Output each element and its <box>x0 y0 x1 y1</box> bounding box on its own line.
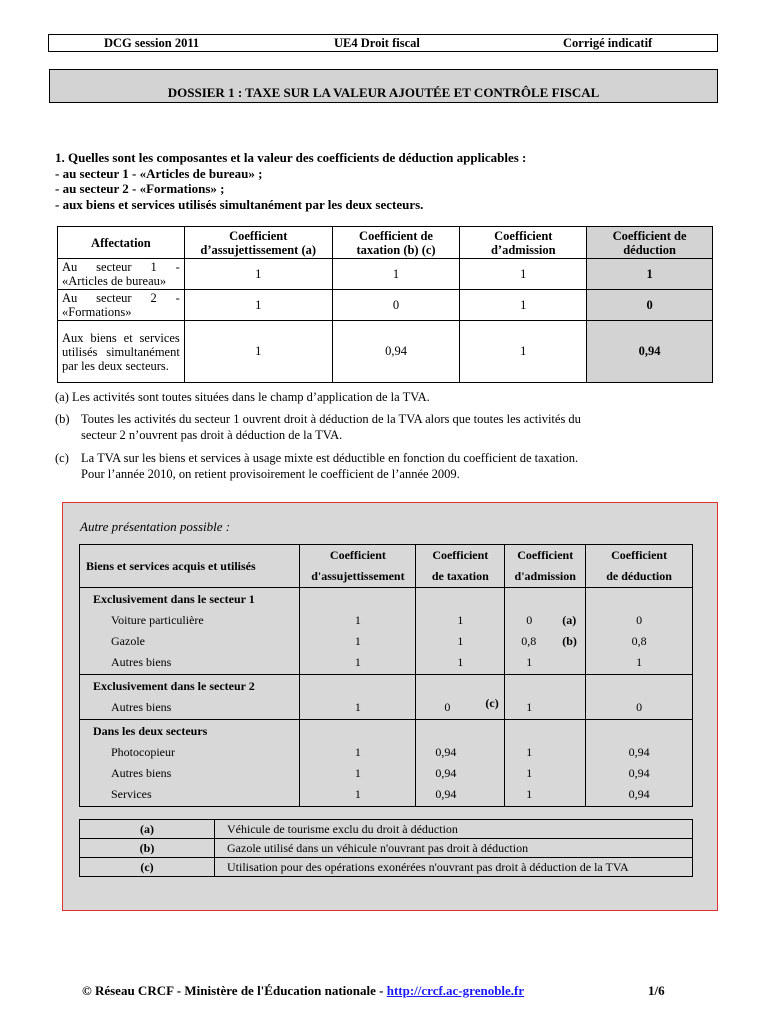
cell-deduction: 1 <box>636 655 643 669</box>
page-number: 1/6 <box>648 983 665 998</box>
alt-header: Coefficient de déduction <box>586 545 693 588</box>
row-label: Au secteur 1 - «Articles de bureau» <box>58 259 185 290</box>
cell-assujettissement: 1 <box>184 321 332 383</box>
legend-row <box>80 820 693 839</box>
alternative-table <box>79 544 693 807</box>
cell-admission: 1 <box>460 321 587 383</box>
question-block <box>55 150 526 212</box>
legend-table <box>79 819 693 877</box>
table-header: Coefficient d’assujettissement (a) <box>184 227 332 259</box>
alt-header: Coefficient d'assujettissement <box>300 545 416 588</box>
note-tag: (a) <box>55 390 69 404</box>
table-header: Coefficient d’admission <box>460 227 587 259</box>
legend-text: Véhicule de tourisme exclu du droit à déduction <box>215 820 693 839</box>
legend-text: Utilisation pour des opérations exonérées n'ouvrant pas droit à déduction de la TVA <box>215 858 693 877</box>
cell-assujettissement: 1 <box>184 259 332 290</box>
legend-row <box>80 839 693 858</box>
cell-taxation: 0 <box>444 700 451 714</box>
item-name: Services <box>111 787 152 801</box>
cell-admission: 1 <box>526 787 533 801</box>
table-header: Affectation <box>58 227 185 259</box>
note-marker: (c) <box>485 696 499 710</box>
note-text: Toutes les activités du secteur 1 ouvrent droit à déduction de la TVA alors que toutes les activités du <box>81 412 581 426</box>
alt-section <box>80 720 693 807</box>
cell-assujettissement: 1 <box>184 290 332 321</box>
alt-header: Biens et services acquis et utilisés <box>80 545 300 588</box>
footer-text: © Réseau CRCF - Ministère de l'Éducation nationale - <box>82 983 387 998</box>
cell-taxation: 0,94 <box>435 745 457 759</box>
item-name: Photocopieur <box>111 745 175 759</box>
item-name: Gazole <box>111 634 145 648</box>
section-title: Dans les deux secteurs <box>93 724 208 738</box>
cell-deduction: 0,94 <box>587 321 713 383</box>
note-b <box>55 412 708 443</box>
legend-key: (b) <box>80 839 215 858</box>
note-text: secteur 2 n’ouvrent pas droit à déduction de la TVA. <box>81 427 343 442</box>
cell-taxation: 1 <box>332 259 460 290</box>
cell-admission: 1 <box>460 259 587 290</box>
cell-taxation: 0,94 <box>435 766 457 780</box>
cell-deduction: 0 <box>636 700 643 714</box>
cell-deduction: 0 <box>587 290 713 321</box>
cell-taxation: 1 <box>457 655 464 669</box>
cell-taxation: 1 <box>457 634 464 648</box>
cell-assujettissement: 1 <box>354 766 361 780</box>
header-session: DCG session 2011 <box>104 36 200 50</box>
cell-taxation: 0,94 <box>435 787 457 801</box>
row-label: Au secteur 2 - «Formations» <box>58 290 185 321</box>
alt-header: Coefficient d'admission <box>505 545 586 588</box>
cell-taxation: 0 <box>332 290 460 321</box>
coefficients-table <box>57 226 713 383</box>
table-row <box>58 321 713 383</box>
legend-text: Gazole utilisé dans un véhicule n'ouvrant pas droit à déduction <box>215 839 693 858</box>
note-text: La TVA sur les biens et services à usage mixte est déductible en fonction du coefficient de taxation. <box>81 451 579 465</box>
note-tag: (c) <box>55 451 69 465</box>
dossier-title-text: DOSSIER 1 : TAXE SUR LA VALEUR AJOUTÉE ET CONTRÔLE FISCAL <box>167 85 600 100</box>
cell-assujettissement: 1 <box>354 745 361 759</box>
section-title: Exclusivement dans le secteur 2 <box>93 679 255 693</box>
cell-deduction: 0,94 <box>628 745 650 759</box>
legend-key: (a) <box>80 820 215 839</box>
cell-assujettissement: 1 <box>354 613 361 627</box>
cell-deduction: 0 <box>636 613 643 627</box>
cell-assujettissement: 1 <box>354 634 361 648</box>
cell-admission: 1 <box>526 766 533 780</box>
question-line: - au secteur 2 - «Formations» ; <box>55 181 225 196</box>
note-text: Les activités sont toutes situées dans le champ d’application de la TVA. <box>72 390 430 404</box>
question-line: - aux biens et services utilisés simultanément par les deux secteurs. <box>55 196 424 212</box>
dossier-title <box>49 69 718 103</box>
cell-admission: 1 <box>526 655 533 669</box>
note-marker: (b) <box>562 634 577 648</box>
section-title: Exclusivement dans le secteur 1 <box>93 592 255 606</box>
question-line: - au secteur 1 - «Articles de bureau» ; <box>55 165 263 181</box>
cell-admission: 1 <box>460 290 587 321</box>
note-tag: (b) <box>55 412 70 426</box>
cell-deduction: 0,94 <box>628 766 650 780</box>
item-name: Autres biens <box>111 766 172 780</box>
cell-deduction: 1 <box>587 259 713 290</box>
cell-assujettissement: 1 <box>354 700 361 714</box>
header-status: Corrigé indicatif <box>563 36 653 50</box>
item-name: Autres biens <box>111 655 172 669</box>
cell-deduction: 0,94 <box>628 787 650 801</box>
table-header: Coefficient de taxation (b) (c) <box>332 227 460 259</box>
alternative-caption: Autre présentation possible : <box>80 519 231 534</box>
item-name: Autres biens <box>111 700 172 714</box>
legend-key: (c) <box>80 858 215 877</box>
table-row <box>58 259 713 290</box>
alt-section <box>80 588 693 675</box>
question-line: 1. Quelles sont les composantes et la valeur des coefficients de déduction applicables : <box>55 150 527 165</box>
cell-admission: 1 <box>526 745 533 759</box>
note-text: Pour l’année 2010, on retient provisoirement le coefficient de l’année 2009. <box>81 466 460 481</box>
footer-link[interactable]: http://crcf.ac-grenoble.fr <box>386 983 525 998</box>
row-label: Aux biens et services utilisés simultanément par les deux secteurs. <box>58 321 185 383</box>
cell-deduction: 0,8 <box>631 634 647 648</box>
footer-credit <box>82 983 524 999</box>
table-header: Coefficient de déduction <box>587 227 713 259</box>
cell-admission: 1 <box>526 700 533 714</box>
item-name: Voiture particulière <box>111 613 204 627</box>
note-a <box>55 390 708 406</box>
table-row <box>58 290 713 321</box>
alt-section <box>80 675 693 720</box>
cell-assujettissement: 1 <box>354 787 361 801</box>
header-subject: UE4 Droit fiscal <box>334 36 420 50</box>
note-c <box>55 451 708 482</box>
cell-admission: 0,8 <box>521 634 537 648</box>
cell-taxation: 0,94 <box>332 321 460 383</box>
cell-admission: 0 <box>526 613 533 627</box>
cell-taxation: 1 <box>457 613 464 627</box>
cell-assujettissement: 1 <box>354 655 361 669</box>
page-header <box>48 34 718 52</box>
alt-header: Coefficient de taxation <box>416 545 505 588</box>
note-marker: (a) <box>562 613 577 627</box>
legend-row <box>80 858 693 877</box>
